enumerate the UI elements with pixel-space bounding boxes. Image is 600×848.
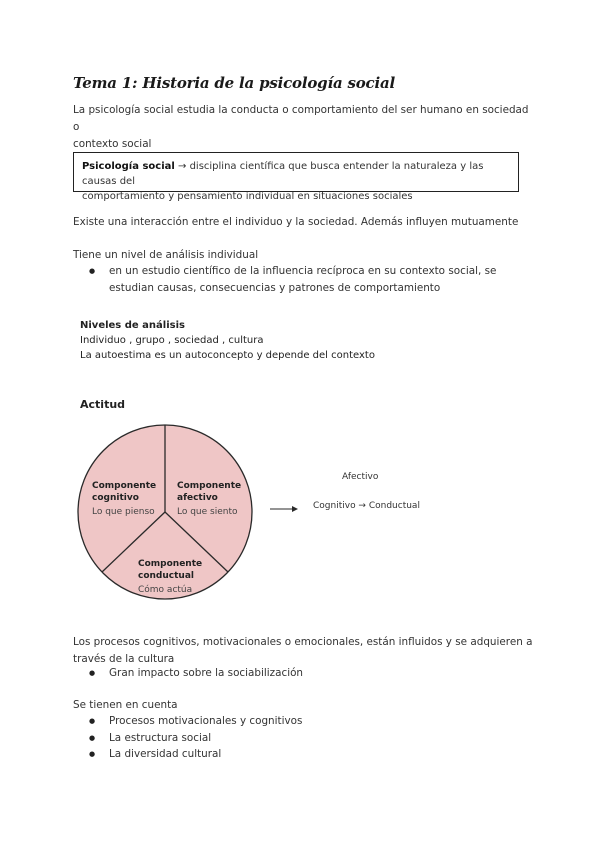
behavioral-desc: Cómo actúa <box>138 585 193 595</box>
level-intro: Tiene un nivel de análisis individual <box>73 249 259 261</box>
intro-line-2: contexto social <box>73 138 152 150</box>
culture-line-1: Los procesos cognitivos, motivacionales o emocionales, están influidos y se adquieren a <box>73 636 533 648</box>
arrow-head-icon <box>292 506 298 512</box>
levels-line-2: La autoestima es un autoconcepto y depende del contexto <box>80 350 375 361</box>
cognitive-title-2: cognitivo <box>92 493 139 503</box>
levels-line-1: Individuo , grupo , sociedad , cultura <box>80 335 264 346</box>
definition-text-1: disciplina científica que busca entender la naturaleza y las causas del <box>82 161 484 187</box>
behavioral-title-2: conductual <box>138 571 194 581</box>
behavioral-title-1: Componente <box>138 559 203 569</box>
page-title: Tema 1: Historia de la psicología social <box>73 74 395 92</box>
actitud-heading: Actitud <box>80 398 126 411</box>
cognitive-desc: Lo que pienso <box>92 507 155 517</box>
side-label-top: Afectivo <box>342 472 379 482</box>
list-item: ● Procesos motivacionales y cognitivos <box>73 713 533 730</box>
consider-intro: Se tienen en cuenta <box>73 699 178 711</box>
interaction-paragraph: Existe una interacción entre el individuo y la sociedad. Además influyen mutuamente <box>73 216 519 228</box>
levels-heading: Niveles de análisis <box>80 320 185 331</box>
culture-bullets <box>73 665 533 682</box>
cognitive-title-1: Componente <box>92 481 157 491</box>
list-item: ● en un estudio científico de la influencia recíproca en su contexto social, se estudian causas, consecuencias y patrones de comportamiento <box>73 263 533 296</box>
culture-line-2: través de la cultura <box>73 653 175 665</box>
affective-title-2: afectivo <box>177 493 218 503</box>
definition-term: Psicología social <box>82 161 175 172</box>
list-item: ● La estructura social <box>73 730 533 747</box>
definition-text-2: comportamiento y pensamiento individual en situaciones sociales <box>82 191 413 202</box>
list-item: ● Gran impacto sobre la sociabilización <box>73 665 533 682</box>
culture-paragraph <box>73 634 533 668</box>
affective-title-1: Componente <box>177 481 242 491</box>
consider-bullets <box>73 713 533 763</box>
side-label-bottom: Cognitivo → Conductual <box>313 501 420 511</box>
definition-arrow: → <box>174 161 190 172</box>
affective-desc: Lo que siento <box>177 507 238 517</box>
intro-line-1: La psicología social estudia la conducta o comportamiento del ser humano en sociedad o <box>73 104 529 133</box>
list-item: ● La diversidad cultural <box>73 746 533 763</box>
